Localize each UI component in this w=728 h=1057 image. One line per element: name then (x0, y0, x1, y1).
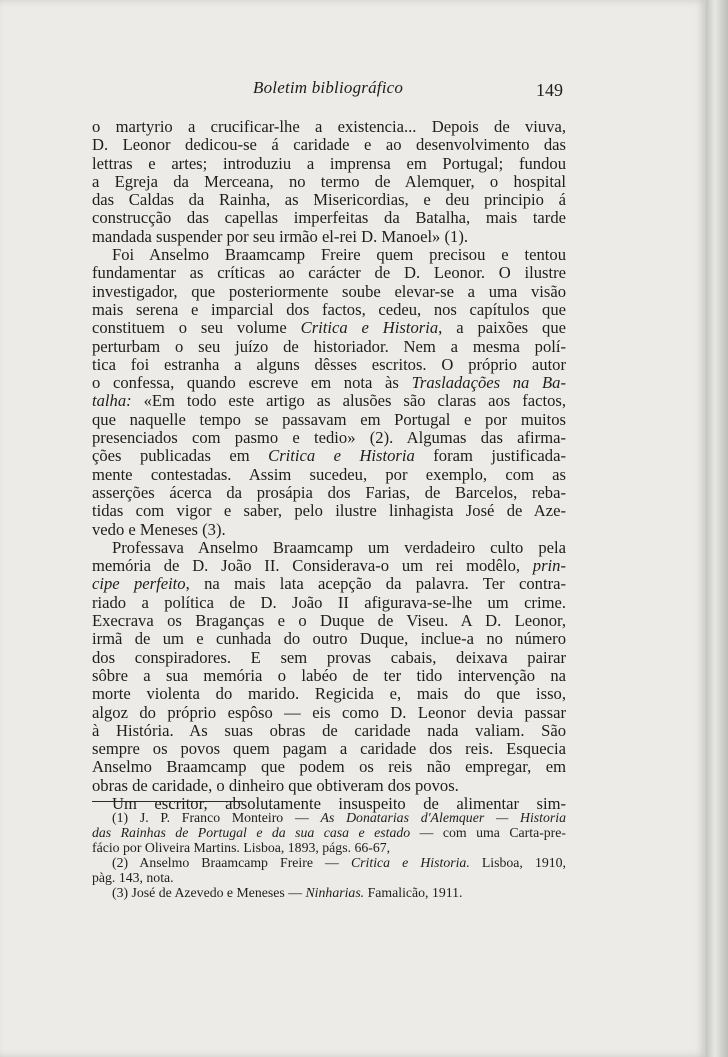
text-line: riado a política de D. João II afigurava-se-lhe um crime. (92, 592, 566, 612)
footnote-line (92, 825, 566, 840)
text-line: mandada suspender por seu irmão el-rei D. Manoel» (1). (92, 226, 469, 246)
text-line: Anselmo Braamcamp que podem os reis não empregar, em (92, 757, 566, 777)
text-segment: memória de D. João II. Considerava-o um rei modêlo, (92, 556, 521, 576)
text-segment: o confessa, quando escreve em nota às (92, 373, 399, 393)
text-line: Um escritor, absolutamente insuspeito de alimentar sim- (112, 793, 566, 813)
text-line (92, 557, 566, 575)
text-segment: ções publicadas em (92, 446, 250, 466)
text-line: vedo e Meneses (3). (92, 519, 226, 539)
text-line: mente contestadas. Assim sucedeu, por exemplo, com as (92, 464, 566, 484)
text-line: Professava Anselmo Braamcamp um verdadeiro culto pela (112, 537, 566, 557)
text-line: morte violenta do marido. Regicida e, mais do que isso, (92, 684, 566, 704)
book-title: Critica e Historia (300, 318, 439, 338)
footnote-line: fácio por Oliveira Martins. Lisboa, 1893, págs. 66-67, (92, 840, 391, 856)
book-title: talha: (92, 391, 132, 411)
text-line: Execrava os Braganças e o Duque de Viseu. A D. Leonor, (92, 611, 566, 631)
footnote-line (92, 885, 566, 900)
text-segment: (1) J. P. Franco Monteiro — (112, 810, 309, 825)
text-segment: (3) José de Azevedo e Meneses — (112, 885, 303, 901)
text-line: obras de caridade, o dinheiro que obtiveram dos povos. (92, 775, 459, 795)
footnotes (92, 810, 566, 901)
page-header (0, 78, 706, 104)
text-line: mais serena e imparcial dos factos, cedeu, nos capítulos que (92, 299, 566, 319)
text-line: das Caldas da Rainha, as Misericordias, e deu principio á (92, 190, 566, 210)
footnote-line (92, 855, 566, 870)
text-line: presenciados com pasmo e tedio» (2). Algumas das afirma- (92, 428, 566, 448)
emphasis: prin- (532, 556, 566, 576)
text-line: tidas com vigor e saber, pelo ilustre linhagista José de Aze- (92, 501, 566, 521)
text-segment: (2) Anselmo Braamcamp Freire — (112, 855, 339, 871)
emphasis: cipe perfeito (92, 574, 186, 594)
book-title: Ninharias. (305, 885, 365, 901)
text-line (92, 374, 566, 392)
body-text (92, 118, 566, 813)
text-line: a Egreja da Merceana, no termo de Alemquer, o hospital (92, 171, 566, 191)
text-line: que naquelle tempo se passavam em Portugal e por muitos (92, 409, 566, 429)
text-line: perturbam o seu juízo de historiador. Nem a mesma polí- (92, 336, 566, 356)
book-title: Trasladações na Ba- (411, 373, 566, 393)
text-line (92, 319, 566, 337)
text-line: dos conspiradores. E sem provas cabais, deixava pairar (92, 647, 566, 667)
text-line: algoz do próprio espôso — eis como D. Leonor devia passar (92, 702, 566, 722)
text-line (92, 575, 566, 593)
page-number: 149 (536, 80, 563, 100)
text-line: construcção das capellas imperfeitas da Batalha, mais tarde (92, 208, 566, 228)
text-line: à História. As suas obras de caridade nada valiam. São (92, 720, 566, 740)
text-segment: — com uma Carta-pre- (419, 825, 566, 841)
text-line (92, 392, 566, 410)
text-segment: constituem o seu volume (92, 318, 287, 338)
text-line: D. Leonor dedicou-se á caridade e ao desenvolvimento das (92, 135, 566, 155)
text-line: o martyrio a crucificar-lhe a existencia... Depois de viuva, (92, 117, 566, 136)
text-segment: foram justificada- (433, 446, 566, 466)
page-edge (706, 0, 728, 1057)
book-title: As Donatarias d'Alemquer — Historia (320, 810, 566, 825)
footnote-rule (92, 801, 242, 802)
text-line: asserções ácerca da prosápia dos Farias, de Barcelos, reba- (92, 482, 566, 502)
running-title: Boletim bibliográfico (253, 78, 404, 97)
text-line: lettras e artes; introduziu a imprensa em Portugal; fundou (92, 153, 566, 173)
text-segment: «Em todo este artigo as alusões são claras aos factos, (143, 391, 566, 411)
book-title: Critica e Historia. (350, 855, 470, 871)
text-segment: Lisboa, 1910, (481, 855, 566, 871)
text-segment: , na mais lata acepção da palavra. Ter contra- (185, 574, 566, 594)
book-title: Critica e Historia (268, 446, 415, 466)
text-line: investigador, que posteriormente soube elevar-se a uma visão (92, 281, 566, 301)
footnote-line: pàg. 143, nota. (92, 870, 174, 886)
book-title: das Rainhas de Portugal e da sua casa e estado (92, 825, 411, 841)
text-line: irmã de um e cunhada do outro Duque, inclue-a no número (92, 629, 566, 649)
footnote-line (92, 810, 566, 825)
text-segment: Famalicão, 1911. (367, 885, 463, 901)
text-line: Foi Anselmo Braamcamp Freire quem precisou e tentou (112, 245, 566, 265)
text-line: sempre os povos quem pagam a caridade dos reis. Esquecia (92, 739, 566, 759)
text-line (92, 447, 566, 465)
text-segment: , a paixões que (438, 318, 567, 338)
text-line: fundamentar as críticas ao carácter de D. Leonor. O ilustre (92, 263, 566, 283)
text-line: tica foi estranha a alguns dêsses escritos. O próprio autor (92, 354, 566, 374)
text-line: sôbre a sua memória o labéo de ter tido intervenção na (92, 665, 566, 685)
